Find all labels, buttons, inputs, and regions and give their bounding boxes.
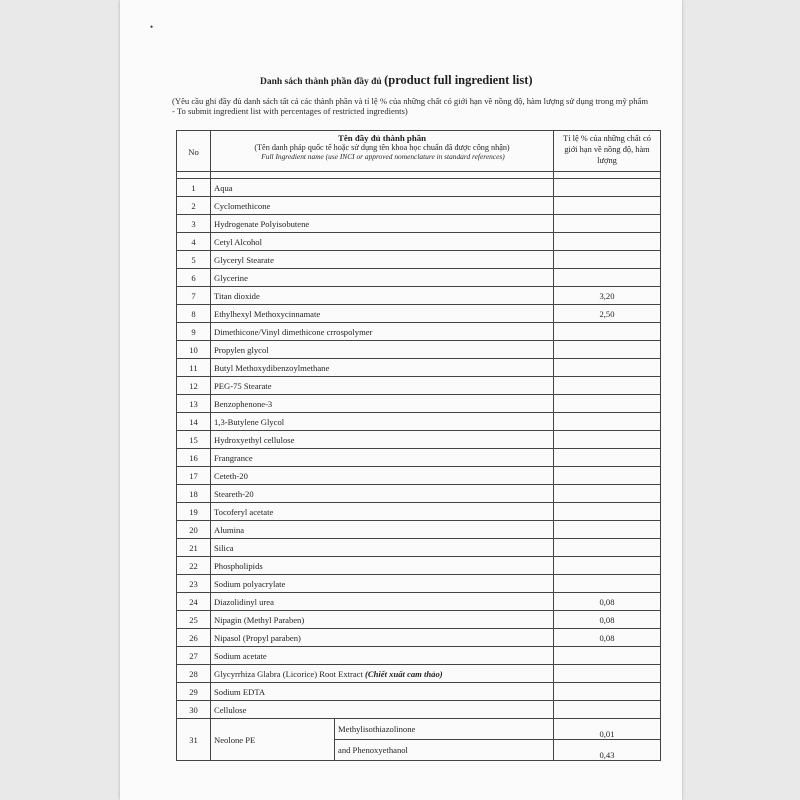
table-row [177, 521, 661, 539]
row-ingredient-name [211, 449, 554, 467]
row-number: 17 [177, 467, 211, 485]
ingredient-name-text: Alumina [214, 524, 245, 535]
row-number: 25 [177, 611, 211, 629]
table-row [177, 377, 661, 395]
row-number: 9 [177, 323, 211, 341]
page-title [260, 73, 533, 88]
row-ingredient-name [211, 647, 554, 665]
row-number: 23 [177, 575, 211, 593]
sub-ingredient-list [335, 719, 553, 760]
title-vietnamese: Danh sách thành phần đầy đủ [260, 77, 382, 87]
ingredient-name-text: Frangrance [214, 452, 253, 463]
header-name-en: Full Ingredient name (use INCI or approved nomenclature in standard references) [261, 152, 505, 161]
row-number: 7 [177, 287, 211, 305]
row-ingredient-name [211, 557, 554, 575]
table-row [177, 287, 661, 305]
row-percentage [554, 665, 661, 683]
row-ingredient-name [211, 179, 554, 197]
table-row [177, 323, 661, 341]
table-row [177, 197, 661, 215]
instructions-text: (Yêu cầu ghi đầy đủ danh sách tất cả các thành phần và tỉ lệ % của những chất có giới hạn về nồng độ, hàm lượng sử dụng trong mỹ phẩm - To submit ingredient list with percentages of restricted ingredients) [172, 96, 649, 116]
row-percentage-group [554, 719, 661, 761]
row-percentage [554, 413, 661, 431]
row-ingredient-name [211, 323, 554, 341]
table-row [177, 575, 661, 593]
ingredient-name-text: Diazolidinyl urea [214, 596, 274, 607]
ingredient-name-text: Ethylhexyl Methoxycinnamate [214, 308, 321, 319]
ingredient-name-text: Sodium polyacrylate [214, 578, 286, 589]
ingredient-name-text: Aqua [214, 182, 233, 193]
row-number: 3 [177, 215, 211, 233]
table-row [177, 539, 661, 557]
ingredient-name-text: Titan dioxide [214, 290, 260, 301]
row-number: 18 [177, 485, 211, 503]
row-ingredient-name [211, 377, 554, 395]
row-number: 22 [177, 557, 211, 575]
ingredient-name-text: Propylen glycol [214, 344, 269, 355]
row-percentage [554, 539, 661, 557]
row-number: 11 [177, 359, 211, 377]
row-percentage: 3,20 [554, 287, 661, 305]
row-ingredient-name: Neolone PE [211, 719, 335, 760]
row-number: 20 [177, 521, 211, 539]
ingredient-name-text: Nipasol (Propyl paraben) [214, 632, 301, 643]
row-number: 21 [177, 539, 211, 557]
row-percentage [554, 449, 661, 467]
ingredient-name-text: 1,3-Butylene Glycol [214, 416, 285, 427]
row-percentage [554, 647, 661, 665]
row-ingredient-name [211, 575, 554, 593]
row-number: 26 [177, 629, 211, 647]
header-no: No [177, 131, 211, 172]
table-row [177, 233, 661, 251]
row-ingredient-name [211, 701, 554, 719]
table-row [177, 701, 661, 719]
row-percentage [554, 251, 661, 269]
header-name-title: Tên đầy đủ thành phần [337, 133, 427, 143]
sub-percentage: 0,01 [554, 719, 660, 740]
title-english: (product full ingredient list) [384, 73, 533, 87]
row-number: 27 [177, 647, 211, 665]
row-percentage: 2,50 [554, 305, 661, 323]
table-row [177, 449, 661, 467]
row-percentage [554, 341, 661, 359]
row-number: 28 [177, 665, 211, 683]
row-ingredient-name [211, 305, 554, 323]
scan-mark: • [150, 22, 154, 32]
ingredient-name-text: Ceteth-20 [214, 470, 248, 481]
row-ingredient-name [211, 287, 554, 305]
ingredient-name-text: Phospholipids [214, 560, 263, 571]
row-percentage [554, 431, 661, 449]
row-percentage [554, 557, 661, 575]
sub-ingredient-name: Methylisothiazolinone [335, 719, 553, 740]
table-row [177, 179, 661, 197]
row-ingredient-name [211, 341, 554, 359]
ingredient-name-text: Steareth-20 [214, 488, 254, 499]
table-row [177, 359, 661, 377]
table-spacer-row [177, 172, 661, 179]
ingredient-name-text: Nipagin (Methyl Paraben) [214, 614, 305, 625]
row-number: 29 [177, 683, 211, 701]
ingredient-name-text: Hydroxyethyl cellulose [214, 434, 295, 445]
ingredient-name-text: Silica [214, 542, 234, 553]
row-ingredient-name [211, 485, 554, 503]
row-ingredient-name [211, 683, 554, 701]
row-percentage [554, 323, 661, 341]
ingredient-name-text: Sodium acetate [214, 650, 267, 661]
row-ingredient-name [211, 629, 554, 647]
ingredient-name-text: Cetyl Alcohol [214, 236, 262, 247]
row-ingredient-name [211, 395, 554, 413]
ingredient-name-text: Butyl Methoxydibenzoylmethane [214, 362, 330, 373]
row-number: 14 [177, 413, 211, 431]
row-ingredient-name [211, 269, 554, 287]
row-percentage: 0,08 [554, 611, 661, 629]
row-number: 12 [177, 377, 211, 395]
row-ingredient-name [211, 251, 554, 269]
table-row [177, 413, 661, 431]
row-number: 30 [177, 701, 211, 719]
table-row [177, 557, 661, 575]
row-number: 8 [177, 305, 211, 323]
row-ingredient-name [211, 431, 554, 449]
table-row [177, 467, 661, 485]
row-percentage [554, 359, 661, 377]
row-percentage [554, 503, 661, 521]
sub-ingredient-name: and Phenoxyethanol [338, 745, 408, 755]
ingredient-name-text: Hydrogenate Polyisobutene [214, 218, 310, 229]
row-number: 24 [177, 593, 211, 611]
row-percentage [554, 683, 661, 701]
ingredient-name-text: Glycyrrhiza Glabra (Licorice) Root Extract [214, 668, 363, 679]
row-number: 31 [177, 719, 211, 761]
table-header-row [177, 131, 661, 172]
ingredient-rows [177, 179, 661, 719]
ingredient-table [176, 130, 661, 761]
row-ingredient-name [211, 521, 554, 539]
table-row [177, 647, 661, 665]
row-ingredient-name [211, 611, 554, 629]
row-percentage [554, 179, 661, 197]
ingredient-name-text: Tocoferyl acetate [214, 506, 274, 517]
table-row [177, 593, 661, 611]
table-row [177, 305, 661, 323]
ingredient-name-text: Benzophenone-3 [214, 398, 273, 409]
row-percentage [554, 269, 661, 287]
ingredient-name-text: Cellulose [214, 704, 247, 715]
ingredient-name-text: Cyclomethicone [214, 200, 271, 211]
table-row-31 [177, 719, 661, 761]
sub-percentage: 0,43 [599, 750, 615, 760]
table-row [177, 485, 661, 503]
header-percentage: Tỉ lệ % của những chất có giới hạn về nồng độ, hàm lượng [554, 131, 661, 172]
row-ingredient-name [211, 539, 554, 557]
row-ingredient-name [211, 665, 554, 683]
row-ingredient-name [211, 233, 554, 251]
row-ingredient-name [211, 503, 554, 521]
row-number: 15 [177, 431, 211, 449]
row-number: 1 [177, 179, 211, 197]
row-number: 10 [177, 341, 211, 359]
row-ingredient-name [211, 413, 554, 431]
ingredient-name-text: Glycerine [214, 272, 248, 283]
row-percentage [554, 521, 661, 539]
row-ingredient-name [211, 215, 554, 233]
row-number: 4 [177, 233, 211, 251]
row-percentage [554, 395, 661, 413]
row-number: 2 [177, 197, 211, 215]
row-number: 13 [177, 395, 211, 413]
table-row [177, 395, 661, 413]
table-row [177, 215, 661, 233]
row-percentage [554, 377, 661, 395]
table-row [177, 431, 661, 449]
ingredient-name-text: Sodium EDTA [214, 686, 266, 697]
row-percentage [554, 485, 661, 503]
header-name-vi: (Tên danh pháp quốc tế hoặc sử dụng tên khoa học chuẩn đã được công nhận) [254, 143, 510, 152]
table-row [177, 629, 661, 647]
row-percentage: 0,08 [554, 593, 661, 611]
row-percentage [554, 575, 661, 593]
row-percentage [554, 467, 661, 485]
document-page [120, 0, 682, 800]
table-row [177, 269, 661, 287]
row-percentage [554, 233, 661, 251]
row-percentage [554, 215, 661, 233]
table-row [177, 611, 661, 629]
row-number: 16 [177, 449, 211, 467]
row-ingredient-group [211, 719, 554, 761]
table-row [177, 251, 661, 269]
ingredient-name-text: PEG-75 Stearate [214, 380, 272, 391]
ingredient-name-text: Dimethicone/Vinyl dimethicone crrospolymer [214, 326, 373, 337]
row-ingredient-name [211, 467, 554, 485]
row-number: 19 [177, 503, 211, 521]
row-percentage [554, 197, 661, 215]
table-row [177, 665, 661, 683]
table-row [177, 683, 661, 701]
table-row [177, 503, 661, 521]
row-ingredient-name [211, 593, 554, 611]
header-ingredient-name [211, 131, 554, 172]
row-ingredient-name [211, 197, 554, 215]
row-percentage [554, 701, 661, 719]
row-number: 5 [177, 251, 211, 269]
row-percentage: 0,08 [554, 629, 661, 647]
table-row [177, 341, 661, 359]
ingredient-name-text: Glyceryl Stearate [214, 254, 274, 265]
row-number: 6 [177, 269, 211, 287]
row-ingredient-name [211, 359, 554, 377]
ingredient-note-vietnamese: (Chiết xuất cam thảo) [365, 668, 443, 679]
